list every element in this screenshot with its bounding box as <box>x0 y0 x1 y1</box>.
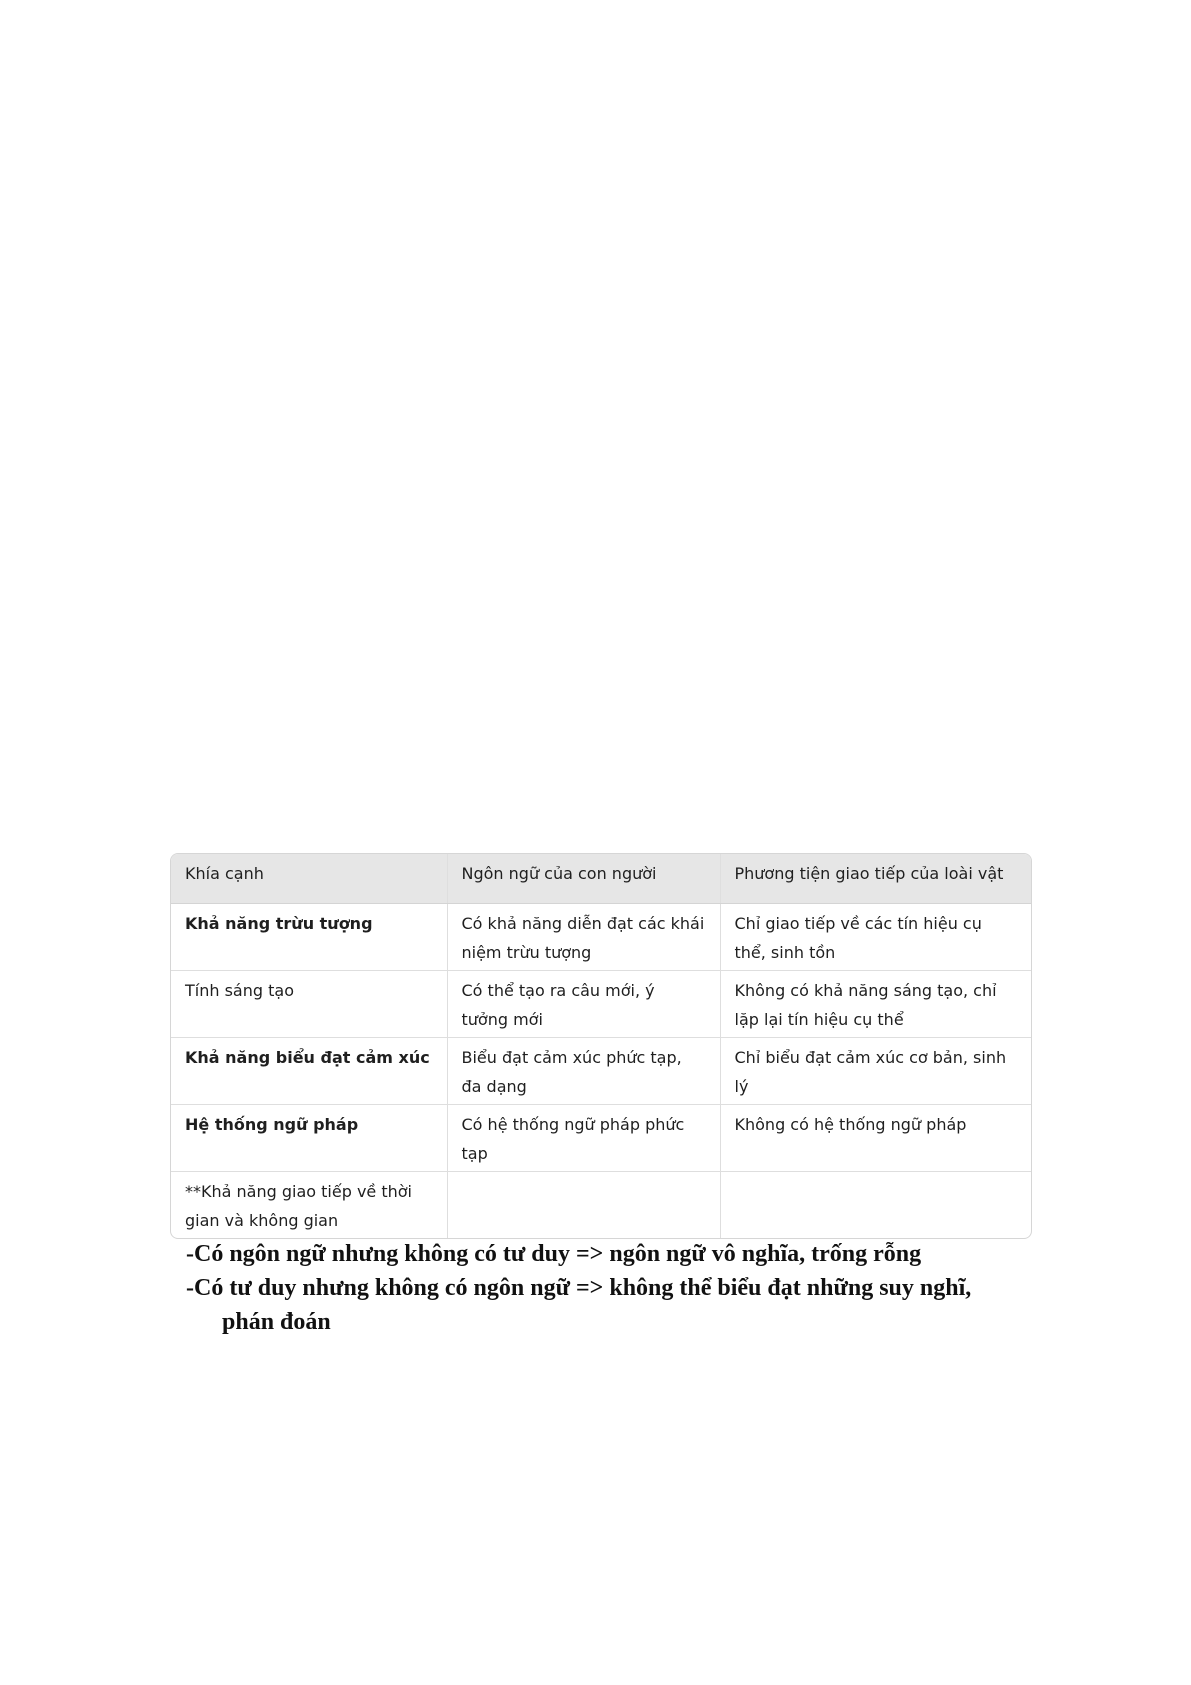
row-human-cell: Có hệ thống ngữ pháp phức tạp <box>447 1105 720 1172</box>
table-row <box>171 1172 1031 1239</box>
row-human-cell <box>447 1172 720 1239</box>
row-animal-cell: Chỉ biểu đạt cảm xúc cơ bản, sinh lý <box>720 1038 1031 1105</box>
conclusion-notes <box>186 1237 1026 1339</box>
row-human-cell: Có thể tạo ra câu mới, ý tưởng mới <box>447 971 720 1038</box>
table-row <box>171 971 1031 1038</box>
table-row <box>171 1038 1031 1105</box>
table-row <box>171 904 1031 971</box>
header-human-language: Ngôn ngữ của con người <box>447 854 720 904</box>
header-aspect: Khía cạnh <box>171 854 447 904</box>
row-animal-cell: Chỉ giao tiếp về các tín hiệu cụ thể, sinh tồn <box>720 904 1031 971</box>
comparison-table <box>170 853 1032 1239</box>
table-row <box>171 1105 1031 1172</box>
row-animal-cell: Không có hệ thống ngữ pháp <box>720 1105 1031 1172</box>
note-line-first: -Có tư duy nhưng không có ngôn ngữ => không thể biểu đạt những suy nghĩ, <box>186 1275 972 1301</box>
row-aspect-cell: Tính sáng tạo <box>171 971 447 1038</box>
row-aspect-cell: Hệ thống ngữ pháp <box>171 1105 447 1172</box>
row-aspect-cell: Khả năng biểu đạt cảm xúc <box>171 1038 447 1105</box>
row-aspect-cell: **Khả năng giao tiếp về thời gian và không gian <box>171 1172 447 1239</box>
note-line-continuation: phán đoán <box>222 1309 331 1335</box>
row-human-cell: Biểu đạt cảm xúc phức tạp, đa dạng <box>447 1038 720 1105</box>
comparison-table-grid <box>171 854 1031 1238</box>
row-human-cell: Có khả năng diễn đạt các khái niệm trừu tượng <box>447 904 720 971</box>
table-header-row <box>171 854 1031 904</box>
row-animal-cell: Không có khả năng sáng tạo, chỉ lặp lại tín hiệu cụ thể <box>720 971 1031 1038</box>
note-thought-without-language <box>186 1271 1026 1339</box>
row-aspect-cell: Khả năng trừu tượng <box>171 904 447 971</box>
row-animal-cell <box>720 1172 1031 1239</box>
note-language-without-thought: -Có ngôn ngữ nhưng không có tư duy => ngôn ngữ vô nghĩa, trống rỗng <box>186 1241 922 1267</box>
header-animal-communication: Phương tiện giao tiếp của loài vật <box>720 854 1031 904</box>
